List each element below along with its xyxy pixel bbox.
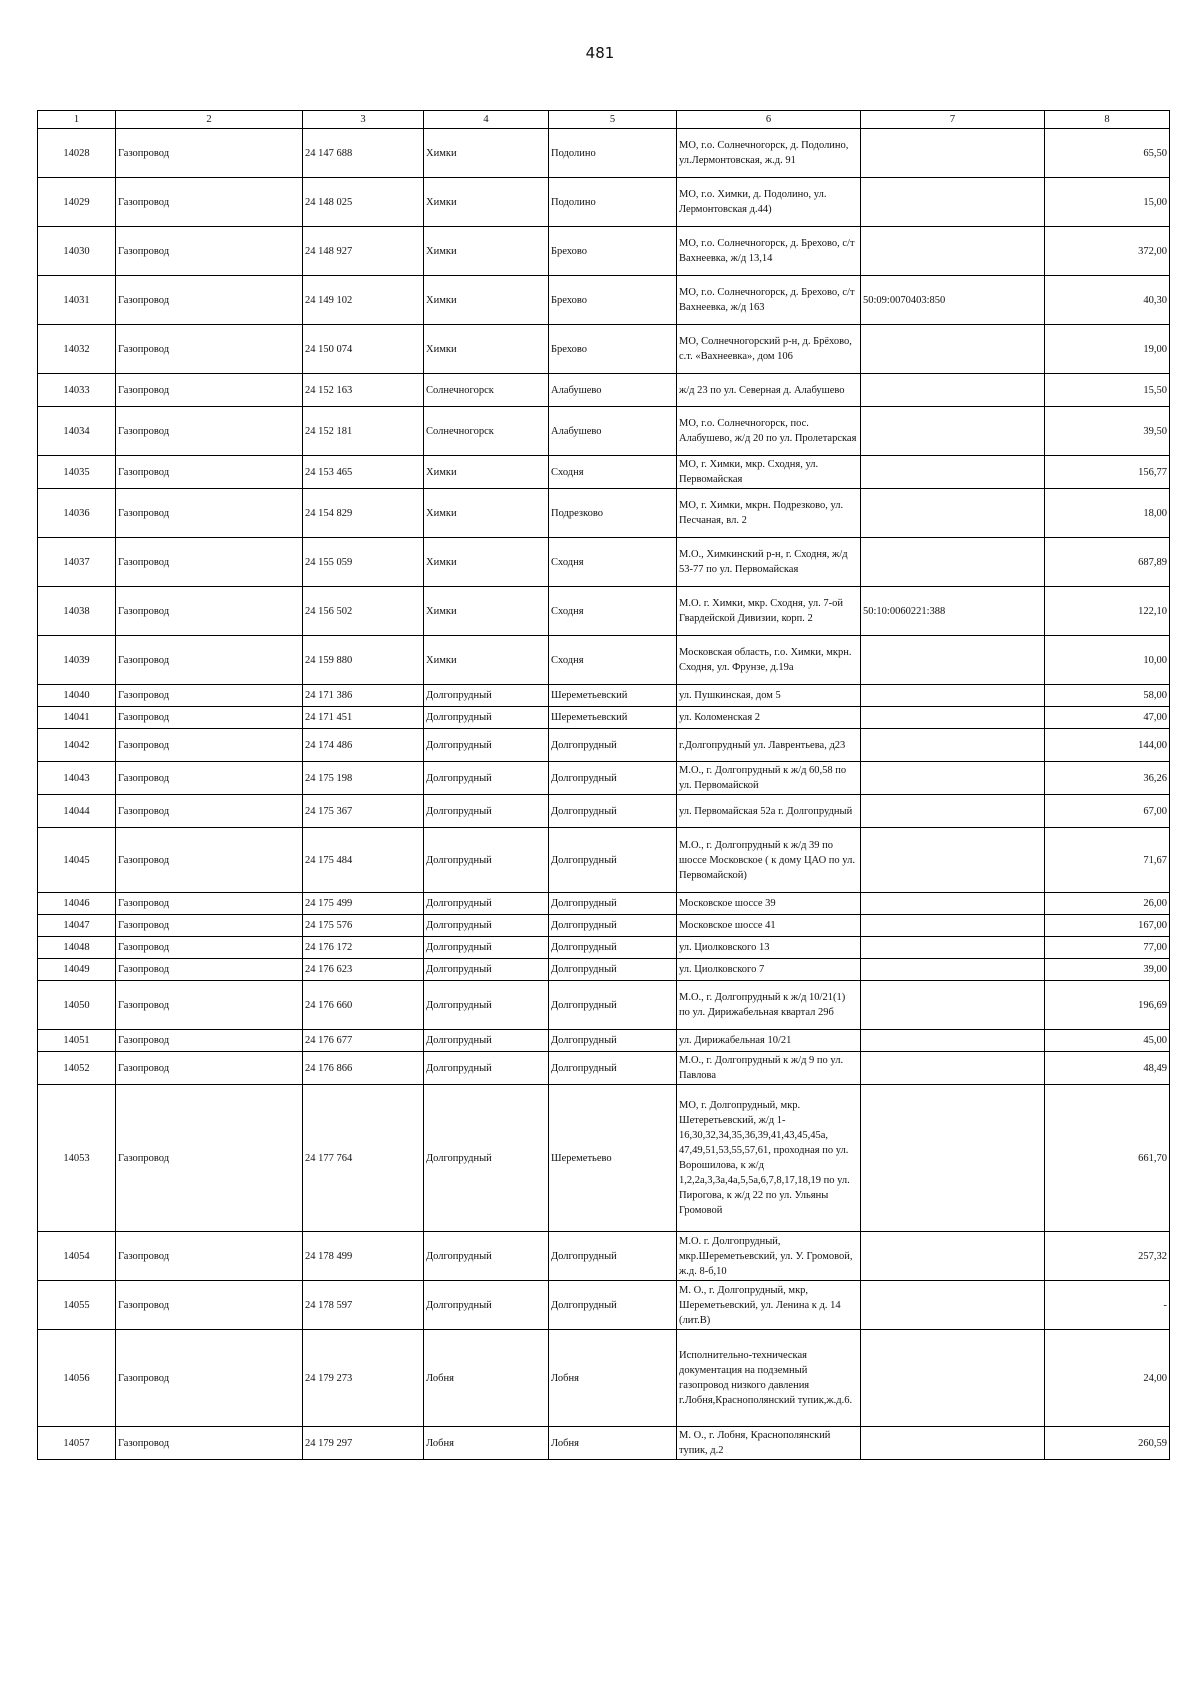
district-cell: Лобня [424,1330,549,1427]
cadastral-number-cell [861,1330,1045,1427]
inventory-number-cell: 24 174 486 [303,729,424,762]
address-cell: Московская область, г.о. Химки, мкрн. Сходня, ул. Фрунзе, д.19а [677,636,861,685]
length-cell: 47,00 [1045,707,1170,729]
registry-table [37,110,1170,1460]
row-number-cell: 14053 [38,1085,116,1232]
row-number-cell: 14035 [38,456,116,489]
table-row [38,538,1170,587]
district-cell: Солнечногорск [424,407,549,456]
address-cell: М.О. г. Химки, мкр. Сходня, ул. 7-ой Гвардейской Дивизии, корп. 2 [677,587,861,636]
locality-cell: Сходня [549,456,677,489]
locality-cell: Брехово [549,227,677,276]
district-cell: Долгопрудный [424,959,549,981]
object-name-cell: Газопровод [116,959,303,981]
object-name-cell: Газопровод [116,937,303,959]
cadastral-number-cell [861,407,1045,456]
cadastral-number-cell [861,729,1045,762]
district-cell: Солнечногорск [424,374,549,407]
table-row [38,325,1170,374]
length-cell: 144,00 [1045,729,1170,762]
locality-cell: Долгопрудный [549,937,677,959]
length-cell: 260,59 [1045,1427,1170,1460]
district-cell: Долгопрудный [424,685,549,707]
cadastral-number-cell [861,374,1045,407]
inventory-number-cell: 24 175 198 [303,762,424,795]
row-number-cell: 14045 [38,828,116,893]
table-row [38,893,1170,915]
column-header: 7 [861,111,1045,129]
object-name-cell: Газопровод [116,762,303,795]
length-cell: 39,00 [1045,959,1170,981]
length-cell: 687,89 [1045,538,1170,587]
object-name-cell: Газопровод [116,489,303,538]
locality-cell: Сходня [549,636,677,685]
object-name-cell: Газопровод [116,374,303,407]
cadastral-number-cell [861,1232,1045,1281]
row-number-cell: 14032 [38,325,116,374]
locality-cell: Алабушево [549,374,677,407]
table-row [38,1427,1170,1460]
length-cell: 65,50 [1045,129,1170,178]
inventory-number-cell: 24 175 499 [303,893,424,915]
cadastral-number-cell [861,937,1045,959]
address-cell: ул. Дирижабельная 10/21 [677,1030,861,1052]
object-name-cell: Газопровод [116,636,303,685]
inventory-number-cell: 24 154 829 [303,489,424,538]
address-cell: ул. Пушкинская, дом 5 [677,685,861,707]
length-cell: 36,26 [1045,762,1170,795]
column-header: 4 [424,111,549,129]
district-cell: Долгопрудный [424,1085,549,1232]
object-name-cell: Газопровод [116,538,303,587]
object-name-cell: Газопровод [116,407,303,456]
row-number-cell: 14033 [38,374,116,407]
length-cell: 661,70 [1045,1085,1170,1232]
district-cell: Лобня [424,1427,549,1460]
district-cell: Химки [424,636,549,685]
row-number-cell: 14050 [38,981,116,1030]
locality-cell: Долгопрудный [549,795,677,828]
address-cell: М. О., г. Долгопрудный, мкр, Шереметьевский, ул. Ленина к д. 14 (лит.В) [677,1281,861,1330]
cadastral-number-cell [861,489,1045,538]
table-row [38,587,1170,636]
length-cell: 24,00 [1045,1330,1170,1427]
inventory-number-cell: 24 177 764 [303,1085,424,1232]
inventory-number-cell: 24 159 880 [303,636,424,685]
cadastral-number-cell: 50:09:0070403:850 [861,276,1045,325]
table-row [38,129,1170,178]
table-row [38,915,1170,937]
object-name-cell: Газопровод [116,178,303,227]
district-cell: Долгопрудный [424,1030,549,1052]
row-number-cell: 14043 [38,762,116,795]
district-cell: Химки [424,587,549,636]
page-number: 481 [585,44,615,62]
cadastral-number-cell [861,915,1045,937]
length-cell: 257,32 [1045,1232,1170,1281]
object-name-cell: Газопровод [116,276,303,325]
locality-cell: Подолино [549,178,677,227]
locality-cell: Долгопрудный [549,729,677,762]
column-header: 5 [549,111,677,129]
district-cell: Долгопрудный [424,1232,549,1281]
locality-cell: Долгопрудный [549,1030,677,1052]
inventory-number-cell: 24 176 677 [303,1030,424,1052]
length-cell: 122,10 [1045,587,1170,636]
locality-cell: Брехово [549,325,677,374]
inventory-number-cell: 24 149 102 [303,276,424,325]
cadastral-number-cell [861,981,1045,1030]
district-cell: Долгопрудный [424,762,549,795]
row-number-cell: 14040 [38,685,116,707]
district-cell: Долгопрудный [424,707,549,729]
length-cell: 26,00 [1045,893,1170,915]
row-number-cell: 14034 [38,407,116,456]
row-number-cell: 14031 [38,276,116,325]
address-cell: МО, г.о. Солнечногорск, д. Брехово, с/т Вахнеевка, ж/д 163 [677,276,861,325]
column-header: 8 [1045,111,1170,129]
length-cell: 167,00 [1045,915,1170,937]
inventory-number-cell: 24 176 660 [303,981,424,1030]
object-name-cell: Газопровод [116,915,303,937]
row-number-cell: 14046 [38,893,116,915]
row-number-cell: 14039 [38,636,116,685]
cadastral-number-cell [861,456,1045,489]
cadastral-number-cell [861,893,1045,915]
row-number-cell: 14041 [38,707,116,729]
cadastral-number-cell [861,1427,1045,1460]
cadastral-number-cell [861,538,1045,587]
address-cell: Московское шоссе 41 [677,915,861,937]
district-cell: Химки [424,325,549,374]
row-number-cell: 14047 [38,915,116,937]
table-row [38,828,1170,893]
row-number-cell: 14048 [38,937,116,959]
inventory-number-cell: 24 150 074 [303,325,424,374]
locality-cell: Долгопрудный [549,893,677,915]
length-cell: 196,69 [1045,981,1170,1030]
inventory-number-cell: 24 148 025 [303,178,424,227]
row-number-cell: 14057 [38,1427,116,1460]
table-row [38,178,1170,227]
length-cell: 48,49 [1045,1052,1170,1085]
district-cell: Долгопрудный [424,795,549,828]
length-cell: 71,67 [1045,828,1170,893]
inventory-number-cell: 24 176 172 [303,937,424,959]
inventory-number-cell: 24 152 163 [303,374,424,407]
length-cell: 40,30 [1045,276,1170,325]
district-cell: Химки [424,538,549,587]
header-row [38,111,1170,129]
table-row [38,937,1170,959]
district-cell: Долгопрудный [424,981,549,1030]
cadastral-number-cell [861,1030,1045,1052]
inventory-number-cell: 24 176 866 [303,1052,424,1085]
cadastral-number-cell [861,178,1045,227]
inventory-number-cell: 24 179 297 [303,1427,424,1460]
object-name-cell: Газопровод [116,981,303,1030]
length-cell: 372,00 [1045,227,1170,276]
row-number-cell: 14038 [38,587,116,636]
inventory-number-cell: 24 148 927 [303,227,424,276]
length-cell: 10,00 [1045,636,1170,685]
cadastral-number-cell [861,1281,1045,1330]
row-number-cell: 14036 [38,489,116,538]
cadastral-number-cell [861,959,1045,981]
object-name-cell: Газопровод [116,1427,303,1460]
cadastral-number-cell [861,707,1045,729]
table-row [38,374,1170,407]
object-name-cell: Газопровод [116,707,303,729]
address-cell: МО, г.о. Солнечногорск, пос. Алабушево, ж/д 20 по ул. Пролетарская [677,407,861,456]
length-cell: 45,00 [1045,1030,1170,1052]
length-cell: 15,50 [1045,374,1170,407]
locality-cell: Шереметьевский [549,707,677,729]
district-cell: Долгопрудный [424,915,549,937]
locality-cell: Долгопрудный [549,1232,677,1281]
object-name-cell: Газопровод [116,227,303,276]
district-cell: Химки [424,489,549,538]
table-row [38,636,1170,685]
object-name-cell: Газопровод [116,795,303,828]
address-cell: М.О., г. Долгопрудный к ж/д 10/21(1) по ул. Дирижабельная квартал 29б [677,981,861,1030]
length-cell: 156,77 [1045,456,1170,489]
column-header: 6 [677,111,861,129]
locality-cell: Лобня [549,1427,677,1460]
inventory-number-cell: 24 156 502 [303,587,424,636]
object-name-cell: Газопровод [116,587,303,636]
inventory-number-cell: 24 155 059 [303,538,424,587]
address-cell: М.О., г. Долгопрудный к ж/д 39 по шоссе Московское ( к дому ЦАО по ул. Первомайской) [677,828,861,893]
row-number-cell: 14028 [38,129,116,178]
cadastral-number-cell [861,685,1045,707]
object-name-cell: Газопровод [116,325,303,374]
locality-cell: Долгопрудный [549,762,677,795]
district-cell: Химки [424,276,549,325]
address-cell: ул. Циолковского 7 [677,959,861,981]
district-cell: Долгопрудный [424,1281,549,1330]
address-cell: ул. Первомайская 52а г. Долгопрудный [677,795,861,828]
district-cell: Долгопрудный [424,729,549,762]
locality-cell: Брехово [549,276,677,325]
table-row [38,762,1170,795]
inventory-number-cell: 24 152 181 [303,407,424,456]
address-cell: М. О., г. Лобня, Краснополянский тупик, д.2 [677,1427,861,1460]
table-row [38,729,1170,762]
address-cell: М.О., Химкинский р-н, г. Сходня, ж/д 53-77 по ул. Первомайская [677,538,861,587]
object-name-cell: Газопровод [116,685,303,707]
address-cell: МО, г. Долгопрудный, мкр. Шетеретьевский, ж/д 1-16,30,32,34,35,36,39,41,43,45,45а, 47,49,51,53,55,57,61, проходная по ул. Ворошилова, к ж/д 1,2,2а,3,3а,4а,5,5а,6,7,8,17,18,19 по ул. Пирогова, к ж/д 22 по ул. Ульяны Громовой [677,1085,861,1232]
object-name-cell: Газопровод [116,893,303,915]
inventory-number-cell: 24 175 484 [303,828,424,893]
locality-cell: Долгопрудный [549,1281,677,1330]
address-cell: МО, г. Химки, мкр. Сходня, ул. Первомайская [677,456,861,489]
inventory-number-cell: 24 171 386 [303,685,424,707]
row-number-cell: 14055 [38,1281,116,1330]
address-cell: М.О., г. Долгопрудный к ж/д 9 по ул. Павлова [677,1052,861,1085]
address-cell: М.О., г. Долгопрудный к ж/д 60,58 по ул. Первомайской [677,762,861,795]
inventory-number-cell: 24 175 367 [303,795,424,828]
inventory-number-cell: 24 178 597 [303,1281,424,1330]
address-cell: МО, г.о. Солнечногорск, д. Подолино, ул.Лермонтовская, ж.д. 91 [677,129,861,178]
table-row [38,795,1170,828]
inventory-number-cell: 24 179 273 [303,1330,424,1427]
object-name-cell: Газопровод [116,828,303,893]
length-cell: 67,00 [1045,795,1170,828]
table-row [38,227,1170,276]
address-cell: ул. Коломенская 2 [677,707,861,729]
table-row [38,407,1170,456]
address-cell: Исполнительно-техническая документация на подземный газопровод низкого давления г.Лобня,Краснополянский тупик,ж.д.6. [677,1330,861,1427]
address-cell: МО, г.о. Химки, д. Подолино, ул. Лермонтовская д.44) [677,178,861,227]
object-name-cell: Газопровод [116,729,303,762]
table-row [38,1052,1170,1085]
district-cell: Долгопрудный [424,937,549,959]
address-cell: ул. Циолковского 13 [677,937,861,959]
object-name-cell: Газопровод [116,1052,303,1085]
length-cell: 77,00 [1045,937,1170,959]
district-cell: Химки [424,456,549,489]
table-row [38,981,1170,1030]
locality-cell: Долгопрудный [549,828,677,893]
table-row [38,685,1170,707]
table-row [38,276,1170,325]
inventory-number-cell: 24 178 499 [303,1232,424,1281]
length-cell: 58,00 [1045,685,1170,707]
cadastral-number-cell [861,129,1045,178]
table-row [38,1030,1170,1052]
object-name-cell: Газопровод [116,1330,303,1427]
locality-cell: Долгопрудный [549,959,677,981]
cadastral-number-cell [861,762,1045,795]
address-cell: Московское шоссе 39 [677,893,861,915]
district-cell: Долгопрудный [424,828,549,893]
inventory-number-cell: 24 176 623 [303,959,424,981]
district-cell: Химки [424,129,549,178]
cadastral-number-cell: 50:10:0060221:388 [861,587,1045,636]
cadastral-number-cell [861,795,1045,828]
object-name-cell: Газопровод [116,456,303,489]
row-number-cell: 14037 [38,538,116,587]
cadastral-number-cell [861,636,1045,685]
table-row [38,489,1170,538]
address-cell: М.О. г. Долгопрудный, мкр.Шереметьевский, ул. У. Громовой, ж.д. 8-б,10 [677,1232,861,1281]
locality-cell: Алабушево [549,407,677,456]
row-number-cell: 14052 [38,1052,116,1085]
locality-cell: Долгопрудный [549,981,677,1030]
locality-cell: Шереметьево [549,1085,677,1232]
locality-cell: Сходня [549,538,677,587]
inventory-number-cell: 24 147 688 [303,129,424,178]
length-cell: 39,50 [1045,407,1170,456]
column-header: 2 [116,111,303,129]
district-cell: Долгопрудный [424,1052,549,1085]
row-number-cell: 14054 [38,1232,116,1281]
district-cell: Химки [424,178,549,227]
table-row [38,456,1170,489]
district-cell: Долгопрудный [424,893,549,915]
inventory-number-cell: 24 171 451 [303,707,424,729]
address-cell: МО, г.о. Солнечногорск, д. Брехово, с/т Вахнеевка, ж/д 13,14 [677,227,861,276]
locality-cell: Лобня [549,1330,677,1427]
cadastral-number-cell [861,828,1045,893]
cadastral-number-cell [861,1085,1045,1232]
length-cell: - [1045,1281,1170,1330]
row-number-cell: 14030 [38,227,116,276]
locality-cell: Подрезково [549,489,677,538]
district-cell: Химки [424,227,549,276]
address-cell: г.Долгопрудный ул. Лаврентьева, д23 [677,729,861,762]
address-cell: МО, Солнечногорский р-н, д. Брёхово, с.т. «Вахнеевка», дом 106 [677,325,861,374]
table-row [38,1085,1170,1232]
locality-cell: Подолино [549,129,677,178]
inventory-number-cell: 24 175 576 [303,915,424,937]
locality-cell: Долгопрудный [549,1052,677,1085]
locality-cell: Сходня [549,587,677,636]
cadastral-number-cell [861,227,1045,276]
cadastral-number-cell [861,325,1045,374]
inventory-number-cell: 24 153 465 [303,456,424,489]
length-cell: 19,00 [1045,325,1170,374]
table-row [38,1281,1170,1330]
row-number-cell: 14029 [38,178,116,227]
address-cell: ж/д 23 по ул. Северная д. Алабушево [677,374,861,407]
length-cell: 18,00 [1045,489,1170,538]
locality-cell: Шереметьевский [549,685,677,707]
cadastral-number-cell [861,1052,1045,1085]
object-name-cell: Газопровод [116,1030,303,1052]
length-cell: 15,00 [1045,178,1170,227]
row-number-cell: 14044 [38,795,116,828]
row-number-cell: 14051 [38,1030,116,1052]
locality-cell: Долгопрудный [549,915,677,937]
table-row [38,707,1170,729]
address-cell: МО, г. Химки, мкрн. Подрезково, ул. Песчаная, вл. 2 [677,489,861,538]
row-number-cell: 14042 [38,729,116,762]
table-row [38,1232,1170,1281]
object-name-cell: Газопровод [116,1085,303,1232]
object-name-cell: Газопровод [116,1281,303,1330]
row-number-cell: 14056 [38,1330,116,1427]
table-row [38,959,1170,981]
row-number-cell: 14049 [38,959,116,981]
object-name-cell: Газопровод [116,1232,303,1281]
table-row [38,1330,1170,1427]
object-name-cell: Газопровод [116,129,303,178]
column-header: 3 [303,111,424,129]
column-header: 1 [38,111,116,129]
